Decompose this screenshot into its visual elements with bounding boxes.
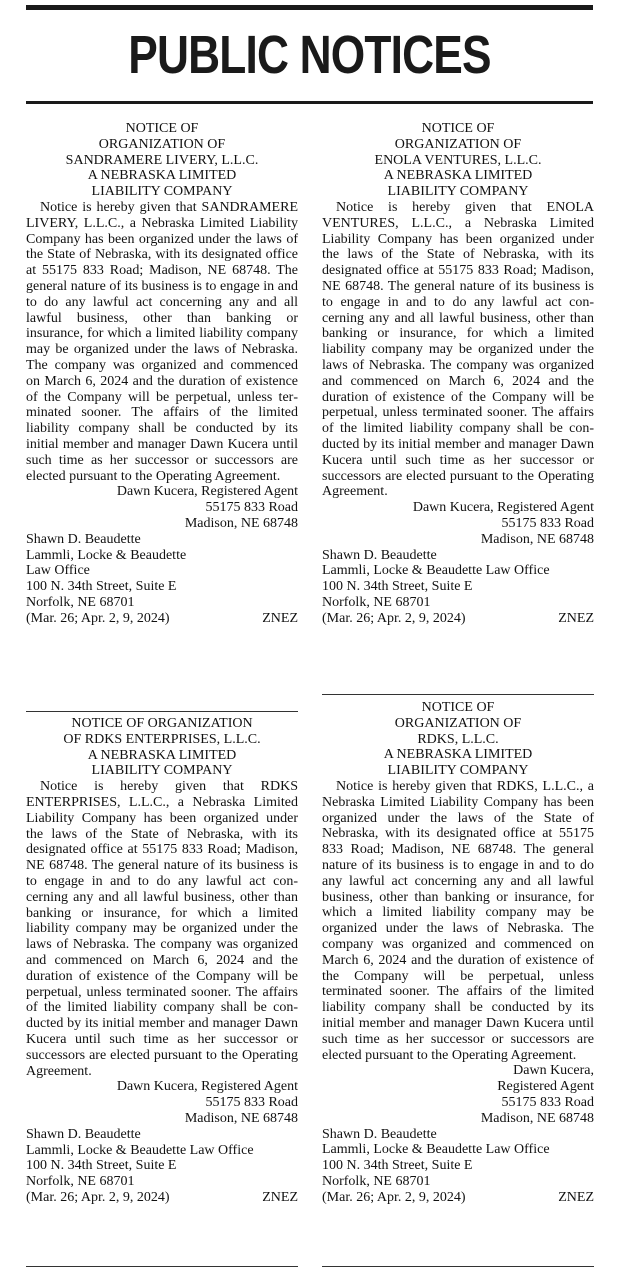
- agent-signature: [322, 1063, 594, 1126]
- attorney-line: Norfolk, NE 68701: [26, 594, 135, 610]
- heading-line: A NEBRASKA LIMITED: [87, 168, 237, 184]
- attorney-line: Norfolk, NE 68701: [322, 594, 431, 610]
- attorney-line: Shawn D. Beaudette: [322, 1126, 437, 1142]
- agent-line: Madison, NE 68748: [480, 531, 594, 547]
- notice-separator: [322, 694, 594, 695]
- attorney-block: [26, 532, 298, 611]
- agent-line: Dawn Kucera, Registered Agent: [116, 1079, 298, 1095]
- heading-line: LIABILITY COMPANY: [91, 184, 233, 200]
- heading-line: NOTICE OF ORGANIZATION: [71, 716, 253, 731]
- masthead-rule: [26, 101, 593, 104]
- notice-body: Notice is hereby given that RDKS ENTERPRISES, L.L.C., a Nebraska Limited Liability Company has been organized under the laws of the State of Nebraska, with its designated office at 55175 833 Road; Madison, NE 68748. The general nature of its business is to engage in and to do any lawful act concerning any and all lawful business, other than banking or insurance, for which a limited liability company may be organized under the laws of Nebraska. The company was organized and commenced on March 6, 2024 and the duration of existence of the Company will be perpetual, unless terminated sooner. The affairs of the limited liability company shall be conducted by its initial member and manager Dawn Kucera until such time as her successor or successors are elected pursuant to the Operating Agreement.: [26, 779, 298, 1079]
- notice-enola: [322, 121, 594, 627]
- attorney-line: 100 N. 34th Street, Suite E: [26, 579, 177, 595]
- attorney-line: Lammli, Locke & Beaudette Law Office: [322, 1142, 550, 1158]
- attorney-block: [322, 1127, 594, 1190]
- agent-line: Dawn Kucera,: [513, 1063, 594, 1079]
- heading-line: A NEBRASKA LIMITED: [383, 747, 533, 763]
- publication-row: [26, 1190, 298, 1206]
- agent-signature: [26, 484, 298, 531]
- agent-line: Dawn Kucera, Registered Agent: [116, 484, 298, 500]
- notice-rdks-enterprises: [26, 716, 298, 1206]
- heading-line: RDKS, L.L.C.: [417, 731, 499, 747]
- heading-line: OF RDKS ENTERPRISES, L.L.C.: [63, 731, 261, 747]
- heading-line: LIABILITY COMPANY: [387, 763, 529, 779]
- agent-signature: [322, 500, 594, 547]
- heading-line: ORGANIZATION OF: [394, 136, 522, 152]
- publication-dates: (Mar. 26; Apr. 2, 9, 2024): [322, 610, 466, 626]
- publication-row: [26, 611, 298, 627]
- heading-line: LIABILITY COMPANY: [91, 763, 233, 779]
- attorney-line: Norfolk, NE 68701: [322, 1173, 431, 1189]
- publication-code: ZNEZ: [558, 1189, 594, 1205]
- heading-line: A NEBRASKA LIMITED: [87, 747, 237, 763]
- notice-heading: [322, 121, 594, 200]
- heading-line: ENOLA VENTURES, L.L.C.: [374, 152, 542, 168]
- publication-dates: (Mar. 26; Apr. 2, 9, 2024): [26, 610, 170, 626]
- notice-separator: [26, 1266, 298, 1267]
- attorney-line: 100 N. 34th Street, Suite E: [322, 579, 473, 595]
- agent-line: Registered Agent: [497, 1079, 594, 1095]
- attorney-line: Shawn D. Beaudette: [322, 547, 437, 563]
- heading-line: SANDRAMERE LIVERY, L.L.C.: [65, 152, 259, 168]
- agent-signature: [26, 1079, 298, 1126]
- attorney-block: [26, 1127, 298, 1190]
- notice-heading: [322, 700, 594, 779]
- attorney-line: Shawn D. Beaudette: [26, 1126, 141, 1142]
- heading-line: NOTICE OF: [421, 121, 495, 136]
- heading-line: LIABILITY COMPANY: [387, 184, 529, 200]
- notice-heading: [26, 716, 298, 779]
- attorney-line: Law Office: [26, 563, 90, 579]
- heading-line: NOTICE OF: [125, 121, 199, 136]
- publication-row: [322, 1190, 594, 1206]
- notice-body: Notice is hereby given that SANDRAMERE LIVERY, L.L.C., a Nebraska Limited Liability Company has been organized under the laws of the State of Nebraska, with its designated office at 55175 833 Road; Madison, NE 68748. The general nature of its business is to engage in and to do any lawful act concerning any and all lawful business, other than banking or insurance, for which a limited liability company may be organized under the laws of Nebraska. The company was organized and commenced on March 6, 2024 and the duration of existence of the Company will be perpetual, unless terminated sooner. The affairs of the limited liability company shall be conducted by its initial member and manager Dawn Kucera until such time as her successor or successors are elected pursuant to the Operating Agreement.: [26, 199, 298, 484]
- notice-body: Notice is hereby given that RDKS, L.L.C., a Nebraska Limited Liability Company has been organized under the laws of the State of Nebraska, with its designated office at 55175 833 Road; Madison, NE 68748. The general nature of its business is to engage in and to do any lawful act concerning any and all lawful business, other than banking or insurance, for which a limited liability company may be organized under the laws of Nebraska. The company was organized and commenced on March 6, 2024 and the duration of existence of the Company will be perpetual, unless terminated sooner. The affairs of the limited liability company shall be conducted by its initial member and manager Dawn Kucera until such time as her successor or successors are elected pursuant to the Operating Agreement.: [322, 778, 594, 1063]
- agent-line: 55175 833 Road: [205, 1095, 298, 1111]
- agent-line: 55175 833 Road: [501, 515, 594, 531]
- publication-code: ZNEZ: [558, 610, 594, 626]
- publication-dates: (Mar. 26; Apr. 2, 9, 2024): [322, 1189, 466, 1205]
- attorney-block: [322, 548, 594, 611]
- agent-line: Madison, NE 68748: [184, 1110, 298, 1126]
- notice-separator: [26, 711, 298, 712]
- agent-line: Madison, NE 68748: [480, 1110, 594, 1126]
- top-rule: [26, 5, 593, 10]
- attorney-line: 100 N. 34th Street, Suite E: [26, 1158, 177, 1174]
- attorney-line: Norfolk, NE 68701: [26, 1174, 135, 1190]
- notice-rdks: [322, 700, 594, 1206]
- notice-separator: [322, 1266, 594, 1267]
- agent-line: 55175 833 Road: [205, 500, 298, 516]
- attorney-line: Shawn D. Beaudette: [26, 531, 141, 547]
- attorney-line: 100 N. 34th Street, Suite E: [322, 1158, 473, 1174]
- heading-line: ORGANIZATION OF: [98, 136, 226, 152]
- publication-code: ZNEZ: [262, 1189, 298, 1205]
- notice-sandramere: [26, 121, 298, 627]
- notice-heading: [26, 121, 298, 200]
- page-title: PUBLIC NOTICES: [128, 25, 491, 85]
- agent-line: Dawn Kucera, Registered Agent: [412, 500, 594, 516]
- agent-line: 55175 833 Road: [501, 1094, 594, 1110]
- attorney-line: Lammli, Locke & Beaudette Law Office: [322, 563, 550, 579]
- attorney-line: Lammli, Locke & Beaudette: [26, 547, 187, 563]
- notice-body: Notice is hereby given that ENOLA VENTURES, L.L.C., a Nebraska Limited Liability Company has been organized under the laws of the State of Nebraska, with its designated office at 55175 833 Road; Madison, NE 68748. The general nature of its business is to engage in and to do any lawful act concerning any and all lawful business, other than banking or insurance, for which a limited liability company may be organized under the laws of Nebraska. The company was organized and commenced on March 6, 2024 and the duration of existence of the Company will be perpetual, unless terminated sooner. The affairs of the limited liability company shall be conducted by its initial member and manager Dawn Kucera until such time as her successor or successors are elected pursuant to the Operating Agreement.: [322, 199, 594, 500]
- publication-row: [322, 611, 594, 627]
- heading-line: A NEBRASKA LIMITED: [383, 168, 533, 184]
- attorney-line: Lammli, Locke & Beaudette Law Office: [26, 1142, 254, 1158]
- heading-line: NOTICE OF: [421, 700, 495, 715]
- publication-dates: (Mar. 26; Apr. 2, 9, 2024): [26, 1189, 170, 1205]
- agent-line: Madison, NE 68748: [184, 515, 298, 531]
- publication-code: ZNEZ: [262, 610, 298, 626]
- heading-line: ORGANIZATION OF: [394, 715, 522, 731]
